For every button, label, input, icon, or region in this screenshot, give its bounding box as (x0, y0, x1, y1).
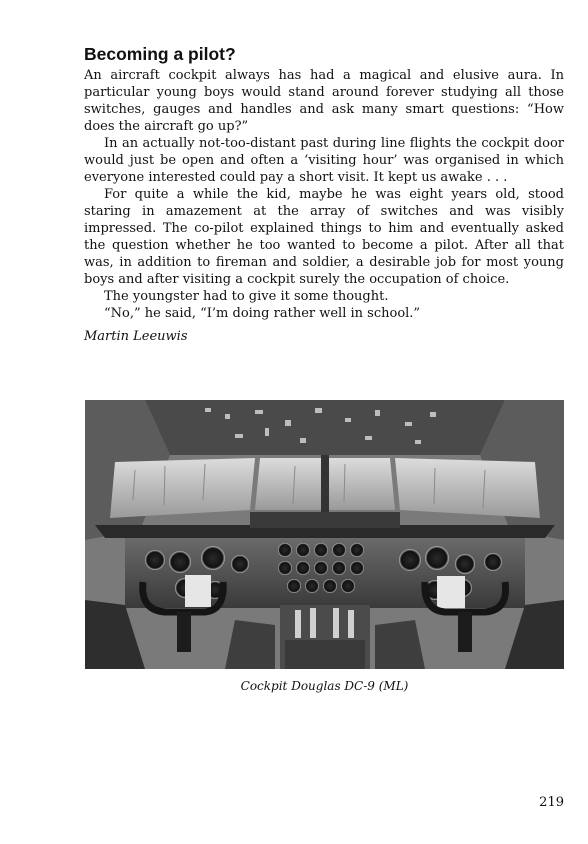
article-body (84, 67, 564, 322)
paragraph: In an actually not-too-distant past during line flights the cockpit door would just be open and often a ‘visiting hour’ was organised in which everyone interested could pay a short visit. It kept us awake . . . (84, 136, 564, 185)
paragraph: The youngster had to give it some thought. (104, 289, 389, 304)
cockpit-illustration (85, 400, 564, 669)
paragraph: For quite a while the kid, maybe he was eight years old, stood staring in amazement at the array of switches and was visibly impressed. The co-pilot explained things to him and eventually asked the question whether he too wanted to become a pilot. After all that was, in addition to fireman and soldier, a desirable job for most young boys and after visiting a cockpit surely the occupation of choice. (84, 187, 564, 287)
section-heading: Becoming a pilot? (84, 44, 236, 64)
cockpit-photo (85, 400, 564, 669)
page-number: 219 (539, 795, 564, 810)
author-signature: Martin Leeuwis (84, 329, 188, 344)
paragraph: An aircraft cockpit always has had a magical and elusive aura. In particular young boys would stand around forever studying all those switches, gauges and handles and ask many smart questions: “How does the aircraft go up?” (84, 68, 564, 134)
photo-caption: Cockpit Douglas DC-9 (ML) (240, 679, 409, 693)
paragraph: “No,” he said, “I’m doing rather well in school.” (104, 306, 421, 321)
